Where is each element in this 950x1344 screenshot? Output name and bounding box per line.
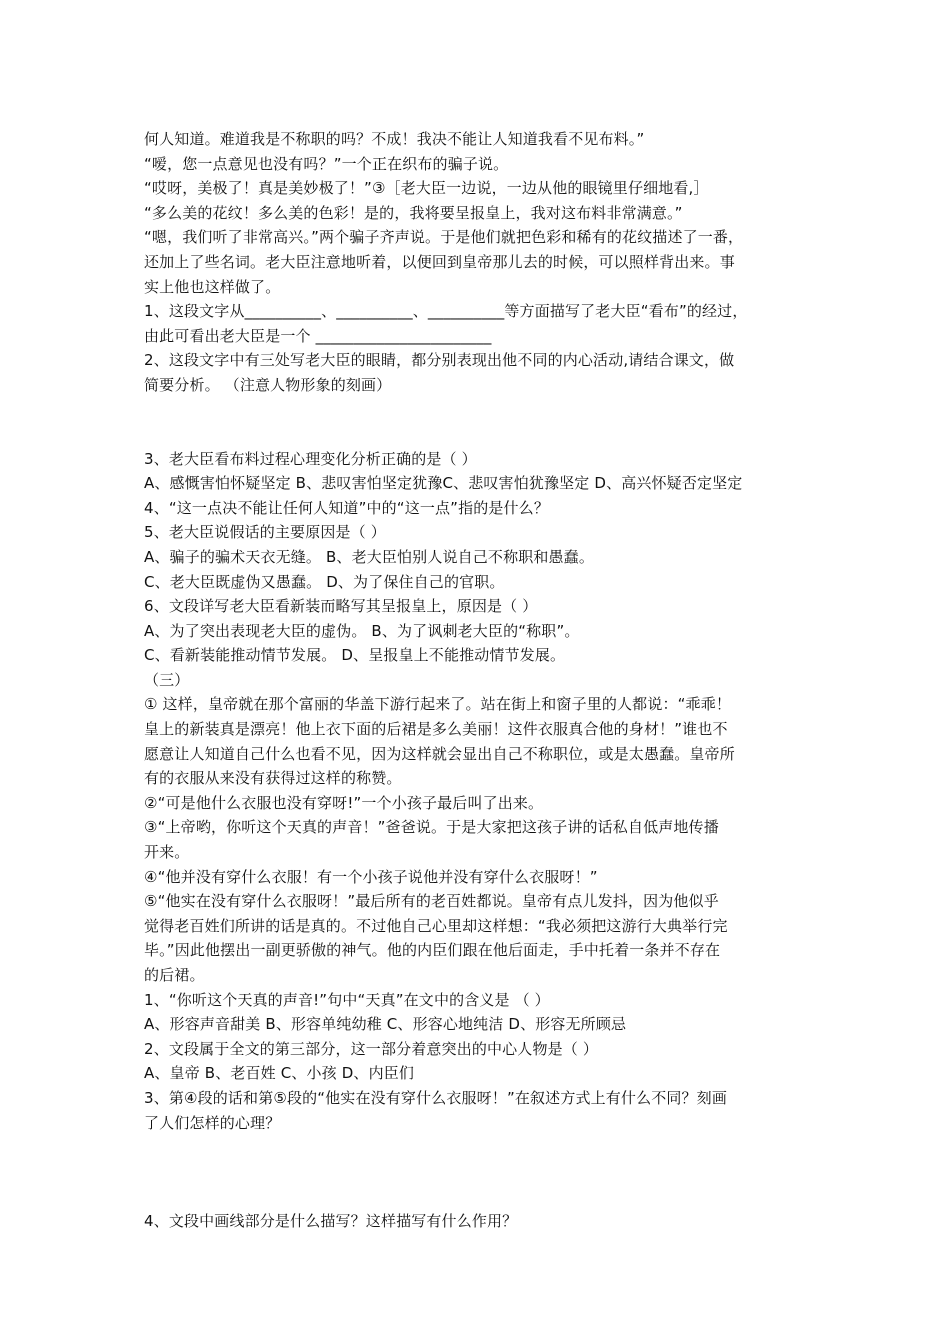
answer-space (144, 398, 822, 447)
text-line: 有的衣服从来没有获得过这样的称赞。 (144, 769, 402, 788)
text-line: 开来。 (144, 843, 190, 862)
text-line: 毕。”因此他摆出一副更骄傲的神气。他的内臣们跟在他后面走，手中托着一条并不存在 (144, 941, 721, 960)
text-line: ③“上帝哟，你听这个天真的声音！”爸爸说。于是大家把这孩子讲的话私自低声地传播 (144, 818, 719, 837)
text-line: 实上他也这样做了。 (144, 277, 281, 296)
question-line: 2、文段属于全文的第三部分，这一部分着意突出的中心人物是（ ） (144, 1039, 598, 1058)
text-line: ④“他并没有穿什么衣服！有一个小孩子说他并没有穿什么衣服呀！” (144, 867, 598, 886)
answer-space (144, 1135, 822, 1209)
option-line: A、骗子的骗术天衣无缝。 B、老大臣怕别人说自己不称职和愚蠢。 (144, 547, 594, 566)
text-line: 何人知道。难道我是不称职的吗？不成！我决不能让人知道我看不见布料。” (144, 130, 645, 148)
question-line: 6、文段详写老大臣看新装而略写其呈报皇上，原因是（ ） (144, 597, 538, 616)
question-line: 4、文段中画线部分是什么描写？这样描写有什么作用？ (144, 1212, 518, 1231)
question-line: 简要分析。 （注意人物形象的刻画） (144, 375, 392, 394)
question-line: 5、老大臣说假话的主要原因是（ ） (144, 523, 386, 542)
text-line: ⑤“他实在没有穿什么衣服呀！”最后所有的老百姓都说。皇帝有点儿发抖，因为他似乎 (144, 892, 719, 911)
section-heading: （三） (144, 670, 190, 689)
question-line: 了人们怎样的心理？ (144, 1113, 281, 1132)
option-line: A、形容声音甜美 B、形容单纯幼稚 C、形容心地纯洁 D、形容无所顾忌 (144, 1015, 627, 1034)
text-line: 觉得老百姓们所讲的话是真的。不过他自己心里却这样想：“我必须把这游行大典举行完 (144, 916, 728, 935)
question-line: 3、老大臣看布料过程心理变化分析正确的是（ ） (144, 449, 477, 468)
option-line: C、看新装能推动情节发展。 D、呈报皇上不能推动情节发展。 (144, 646, 566, 665)
text-line: 的后裙。 (144, 966, 205, 984)
text-line: “多么美的花纹！多么美的色彩！是的，我将要呈报皇上，我对这布料非常满意。” (144, 203, 683, 222)
question-line: 4、“这一点决不能让任何人知道”中的“这一点”指的是什么？ (144, 498, 549, 517)
option-line: C、老大臣既虚伪又愚蠢。 D、为了保住自己的官职。 (144, 572, 505, 591)
text-line: “嗳，您一点意见也没有吗？”一个正在织布的骗子说。 (144, 154, 509, 173)
question-line: 1、这段文字从__________、__________、__________等方面描写了老大臣“看布”的经过， (144, 302, 748, 321)
text-line: “嗯，我们听了非常高兴。”两个骗子齐声说。于是他们就把色彩和稀有的花纹描述了一番， (144, 228, 744, 247)
question-line: 3、第④段的话和第⑤段的“他实在没有穿什么衣服呀！”在叙述方式上有什么不同？刻画 (144, 1088, 727, 1107)
question-line: 1、“你听这个天真的声音!”句中“天真”在文中的含义是 （ ） (144, 990, 550, 1009)
option-line: A、感慨害怕怀疑坚定 B、悲叹害怕坚定犹豫C、悲叹害怕犹豫坚定 D、高兴怀疑否定坚定 (144, 474, 743, 493)
text-line: 愿意让人知道自己什么也看不见，因为这样就会显出自己不称职位，或是太愚蠢。皇帝所 (144, 744, 735, 763)
text-line: “哎呀，美极了！真是美妙极了！”③［老大臣一边说，一边从他的眼镜里仔细地看,］ (144, 179, 709, 198)
text-line: ②“可是他什么衣服也没有穿呀!”一个小孩子最后叫了出来。 (144, 793, 544, 812)
text-line: ① 这样，皇帝就在那个富丽的华盖下游行起来了。站在街上和窗子里的人都说：“乖乖！ (144, 695, 731, 714)
question-line: 2、这段文字中有三处写老大臣的眼睛，都分别表现出他不同的内心活动,请结合课文，做 (144, 351, 735, 370)
option-line: A、为了突出表现老大臣的虚伪。 B、为了讽刺老大臣的“称职”。 (144, 621, 580, 640)
text-line: 皇上的新装真是漂亮！他上衣下面的后裙是多么美丽！这件衣服真合他的身材！”谁也不 (144, 720, 728, 739)
option-line: A、皇帝 B、老百姓 C、小孩 D、内臣们 (144, 1064, 415, 1083)
text-line: 还加上了些名词。老大臣注意地听着，以便回到皇帝那儿去的时候，可以照样背出来。事 (144, 252, 735, 271)
question-line: 由此可看出老大臣是一个 _______________________ (144, 326, 492, 345)
